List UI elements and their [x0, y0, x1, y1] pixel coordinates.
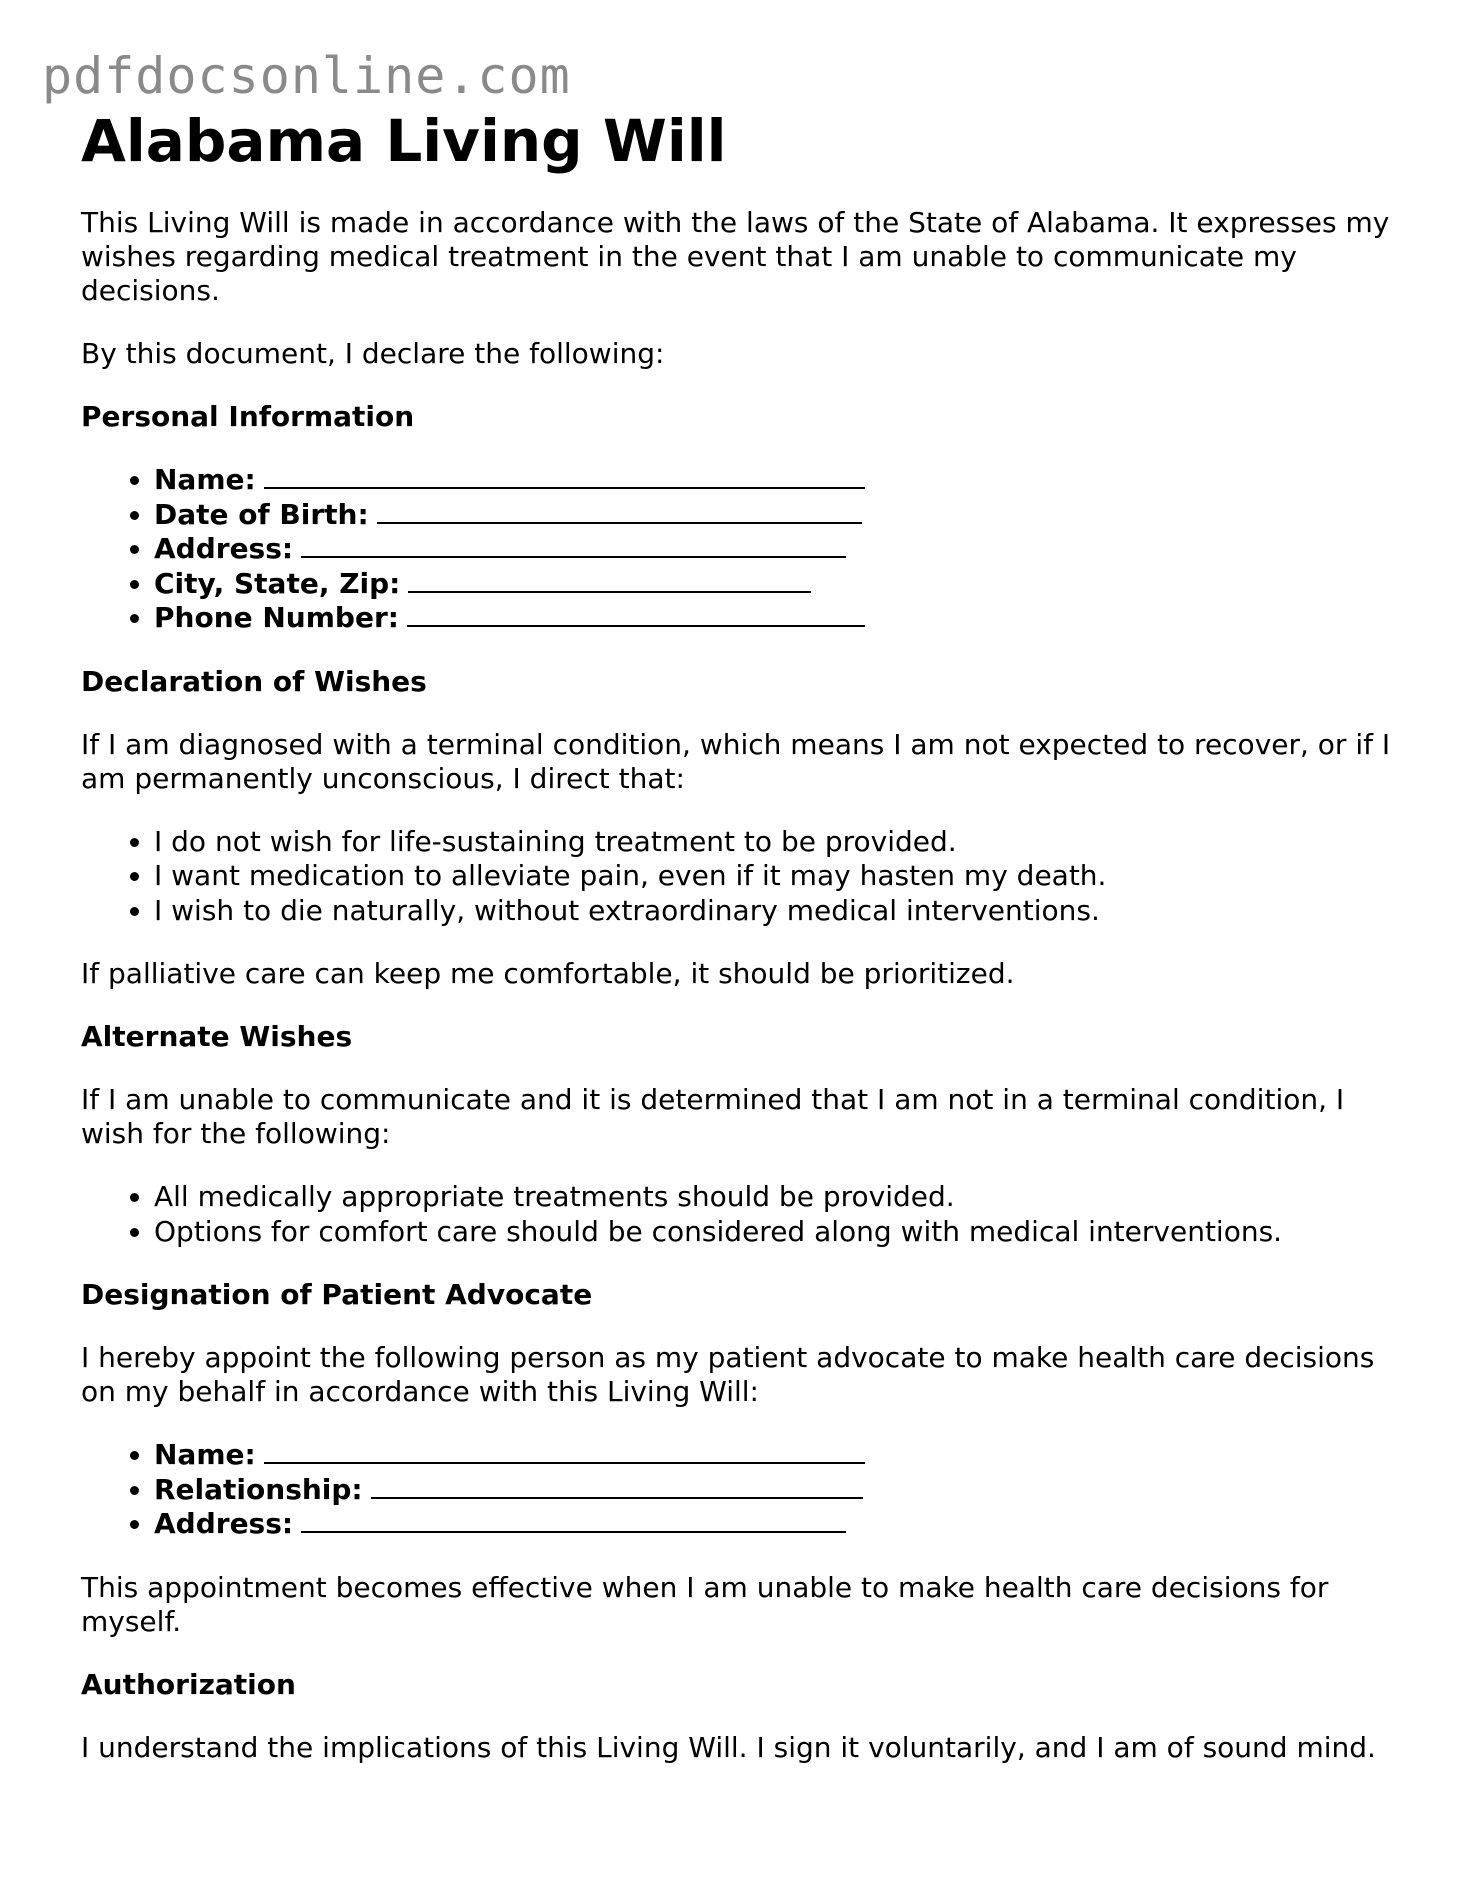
declare-paragraph: By this document, I declare the following:: [81, 337, 665, 370]
declaration-paragraph: If I am diagnosed with a terminal condition, which means I am not expected to recover, or if I am permanently unconscious, I direct that:: [81, 727, 1391, 795]
name-blank-line[interactable]: [264, 465, 865, 489]
advocate-name-field: [154, 1438, 1401, 1473]
date-of-birth-label: Date of Birth:: [154, 497, 369, 531]
city-state-zip-field: [154, 567, 1401, 602]
patient-advocate-heading: Designation of Patient Advocate: [81, 1278, 593, 1311]
phone-number-label: Phone Number:: [154, 601, 399, 634]
page-title: Alabama Living Will: [81, 107, 727, 175]
personal-information-heading: Personal Information: [81, 400, 415, 433]
authorization-paragraph: I understand the implications of this Living Will. I sign it voluntarily, and I am of sound mind.: [81, 1730, 1376, 1764]
name-field: [154, 463, 1401, 498]
phone-number-blank-line[interactable]: [407, 603, 865, 627]
authorization-heading: Authorization: [81, 1667, 296, 1701]
date-of-birth-field: [154, 498, 1401, 533]
advocate-relationship-label: Relationship:: [154, 1472, 363, 1506]
personal-information-list: [81, 463, 1401, 636]
date-of-birth-blank-line[interactable]: [377, 500, 862, 524]
name-label: Name:: [154, 463, 256, 496]
address-blank-line[interactable]: [301, 534, 846, 558]
address-label: Address:: [154, 532, 294, 565]
alternate-wishes-heading: Alternate Wishes: [81, 1020, 353, 1053]
alternate-wishes-paragraph: If I am unable to communicate and it is determined that I am not in a terminal condition, I wish for the following:: [81, 1083, 1345, 1150]
advocate-name-blank-line[interactable]: [264, 1440, 865, 1464]
appointment-effective-paragraph: This appointment becomes effective when I am unable to make health care decisions for myself.: [81, 1570, 1329, 1638]
patient-advocate-list: [81, 1438, 1401, 1542]
alternate-wish-item: • Options for comfort care should be considered along with medical interventions.: [154, 1215, 1401, 1250]
declaration-item: • I want medication to alleviate pain, even if it may hasten my death.: [154, 859, 1401, 894]
advocate-address-field: [154, 1507, 1401, 1542]
address-field: [154, 532, 1401, 567]
advocate-relationship-blank-line[interactable]: [371, 1475, 863, 1499]
phone-number-field: [154, 601, 1401, 636]
alternate-wishes-list: [81, 1180, 1401, 1249]
city-state-zip-label: City, State, Zip:: [154, 566, 401, 600]
declaration-heading: Declaration of Wishes: [81, 664, 427, 698]
watermark: pdfdocsonline.com: [42, 47, 571, 105]
city-state-zip-blank-line[interactable]: [408, 569, 811, 593]
intro-paragraph: This Living Will is made in accordance with the laws of the State of Alabama. It expresses my wishes regarding medical treatment in the event that I am unable to communicate my decisions.: [81, 206, 1390, 307]
advocate-address-blank-line[interactable]: [301, 1509, 846, 1533]
palliative-paragraph: If palliative care can keep me comfortable, it should be prioritized.: [81, 957, 1015, 990]
advocate-address-label: Address:: [154, 1507, 294, 1540]
declaration-item: • I wish to die naturally, without extraordinary medical interventions.: [154, 894, 1401, 929]
advocate-name-label: Name:: [154, 1438, 256, 1471]
declaration-list: [81, 825, 1401, 929]
advocate-relationship-field: [154, 1473, 1401, 1508]
patient-advocate-paragraph: I hereby appoint the following person as my patient advocate to make health care decisions on my behalf in accordance with this Living Will:: [81, 1341, 1375, 1408]
document-body: [81, 98, 1401, 1794]
alternate-wish-item: • All medically appropriate treatments should be provided.: [154, 1180, 1401, 1215]
declaration-item: • I do not wish for life-sustaining treatment to be provided.: [154, 825, 1401, 860]
